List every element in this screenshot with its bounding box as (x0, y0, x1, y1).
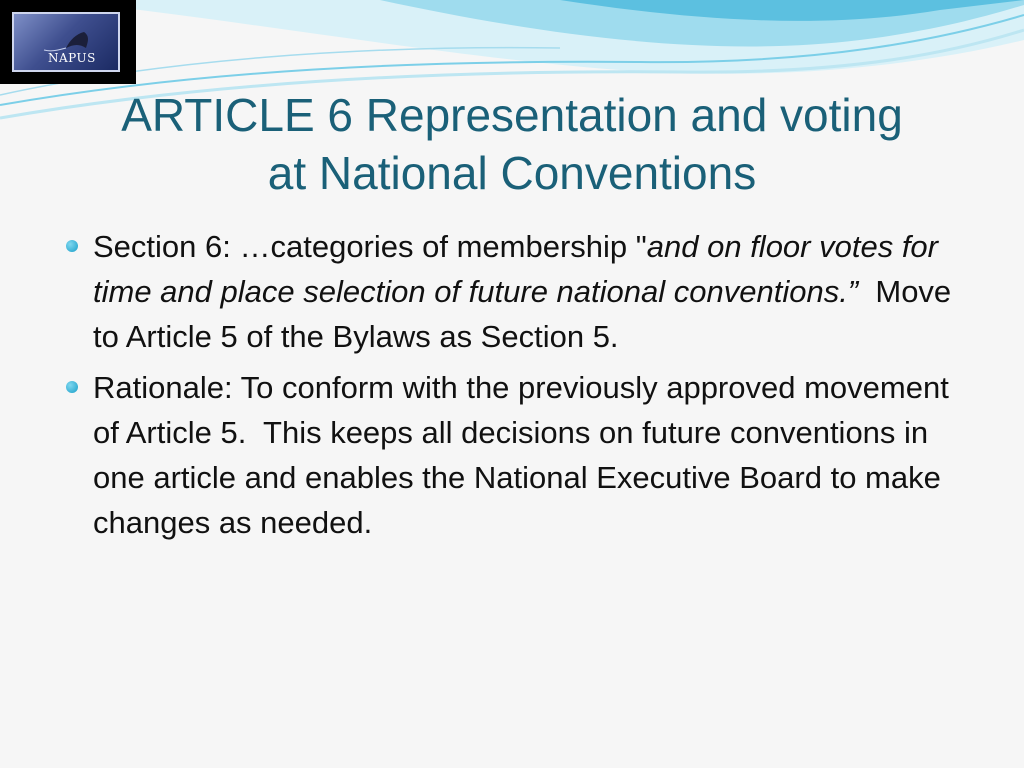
logo-text: NAPUS (48, 51, 96, 65)
bullet-dot-icon (66, 240, 78, 252)
bullet-tail-text: Move to Article 5 of the Bylaws as Section 5. (93, 274, 960, 354)
title-line-2: at National Conventions (267, 147, 757, 199)
bullet-lead-text: Section 6: …categories of membership " (93, 229, 647, 264)
logo-image (12, 12, 120, 72)
bullet-dot-icon (66, 381, 78, 393)
napus-logo (0, 0, 136, 84)
bullet-item-section-6 (66, 224, 966, 359)
bullet-rationale-text: Rationale: To conform with the previously approved movement of Article 5. This keeps all decisions on future conventions in one article and enables the National Executive Board to make changes as needed. (93, 370, 958, 540)
slide-title (40, 86, 984, 202)
bullet-item-rationale (66, 365, 966, 545)
bullet-italic-text: and on floor votes for time and place selection of future national conventions.” (93, 229, 938, 309)
title-line-1: ARTICLE 6 Representation and voting (121, 89, 903, 141)
bullet-list (66, 224, 966, 551)
